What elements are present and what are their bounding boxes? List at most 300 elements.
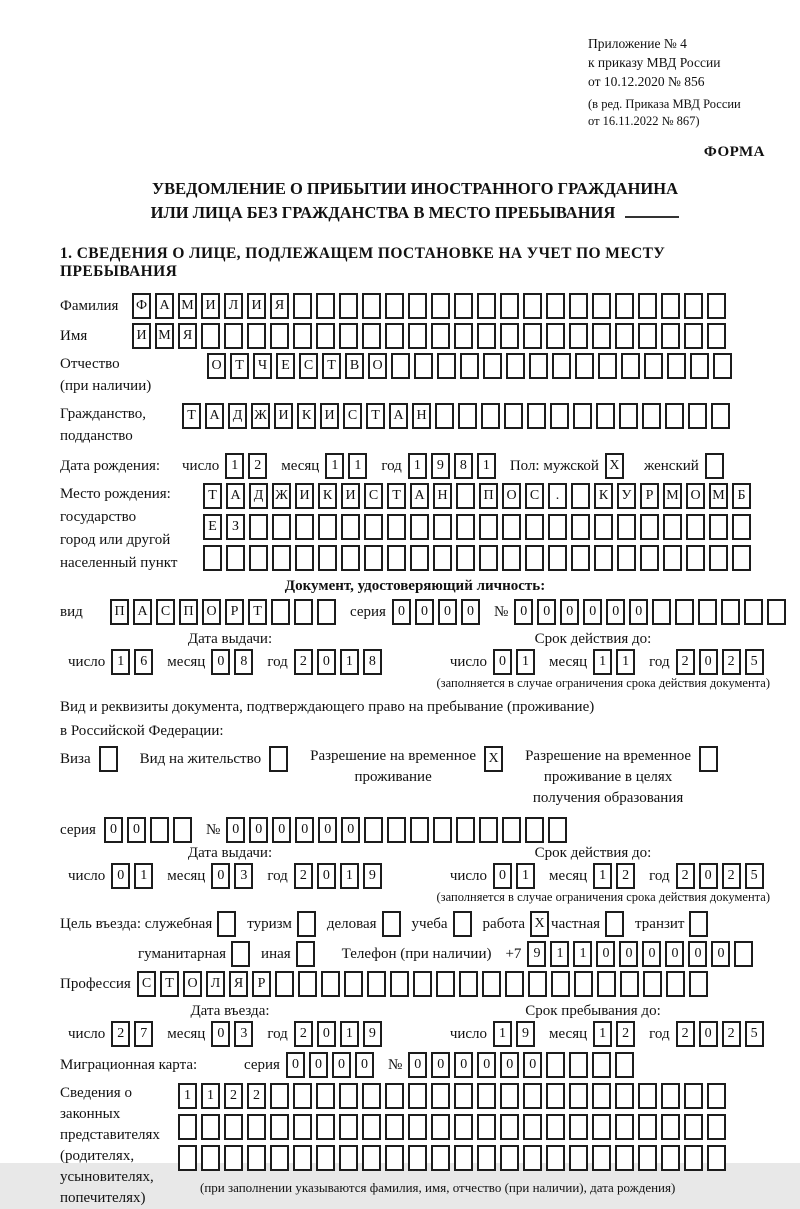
permit-valid-day [493,863,539,889]
char-cell [684,323,703,349]
char-cell [500,1083,519,1109]
char-cell [529,353,548,379]
char-cell [698,599,717,625]
char-cell: 0 [629,599,648,625]
char-cell [436,971,455,997]
char-cell [316,323,335,349]
char-cell [592,293,611,319]
section1-heading: 1. СВЕДЕНИЯ О ЛИЦЕ, ПОДЛЕЖАЩЕМ ПОСТАНОВКЕ НА УЧЕТ ПО МЕСТУ ПРЕБЫВАНИЯ [60,245,666,280]
char-cell [318,545,337,571]
char-cell [500,293,519,319]
char-cell: И [320,403,339,429]
char-cell: Ф [132,293,151,319]
stay-year [676,1021,768,1047]
char-cell [732,545,751,571]
char-cell [548,545,567,571]
char-cell: 0 [537,599,556,625]
birth-month-boxes [325,453,371,479]
entry-date-headings [60,1003,770,1020]
char-cell: А [133,599,152,625]
char-cell [339,1145,358,1171]
field-citizenship [60,403,770,449]
page-title [60,177,770,225]
char-cell [362,1145,381,1171]
representatives-boxes [178,1083,730,1196]
char-cell [387,514,406,540]
char-cell: 0 [318,817,337,843]
entry-date: число 2 7 месяц 0 3 год 2 0 1 9 [68,1021,386,1047]
char-cell [640,514,659,540]
char-cell [596,403,615,429]
char-cell: Я [178,323,197,349]
char-cell [652,599,671,625]
char-cell [272,514,291,540]
char-cell [456,514,475,540]
char-cell [408,323,427,349]
char-cell [454,323,473,349]
char-cell [688,403,707,429]
char-cell [203,545,222,571]
char-cell: Р [252,971,271,997]
char-cell [247,323,266,349]
birthplace-row-1 [203,483,755,509]
patronymic-label: Отчество (при наличии) [60,356,152,394]
char-cell: 1 [516,649,535,675]
char-cell: 0 [317,1021,336,1047]
char-cell: 0 [332,1052,351,1078]
char-cell: Т [322,353,341,379]
char-cell: 0 [454,1052,473,1078]
char-cell [661,293,680,319]
char-cell [684,293,703,319]
char-cell [638,1114,657,1140]
char-cell [178,1145,197,1171]
char-cell [569,323,588,349]
char-cell: 8 [234,649,253,675]
permit-type-education: Разрешение на временное проживание в целях получения образования [525,746,718,809]
char-cell [525,514,544,540]
char-cell [575,353,594,379]
char-cell: 1 [340,649,359,675]
char-cell [433,514,452,540]
permit-issue-date: число 0 1 месяц 0 3 год 2 0 1 9 [68,863,386,889]
char-cell: 0 [438,599,457,625]
char-cell [615,1052,634,1078]
char-cell [638,1083,657,1109]
purpose-humanitarian-checkbox [231,941,250,967]
char-cell [525,817,544,843]
char-cell: П [479,483,498,509]
char-cell: 2 [616,863,635,889]
char-cell: Т [182,403,201,429]
char-cell: К [297,403,316,429]
char-cell: А [410,483,429,509]
char-cell [178,1114,197,1140]
char-cell [713,353,732,379]
appendix-line: к приказу МВД России [588,55,721,70]
valid-until-heading: Срок действия до: [534,845,652,861]
sex-male-label: Пол: мужской [509,458,599,474]
stay-day [493,1021,539,1047]
char-cell: Т [160,971,179,997]
char-cell [477,1114,496,1140]
char-cell: 0 [560,599,579,625]
char-cell [454,293,473,319]
permit-number-boxes [226,817,571,843]
char-cell [385,1145,404,1171]
char-cell: 9 [516,1021,535,1047]
char-cell [638,293,657,319]
number-label: № [493,604,509,620]
char-cell [477,1145,496,1171]
char-cell [479,514,498,540]
char-cell [686,545,705,571]
purpose-study-checkbox [453,911,472,937]
char-cell: 0 [211,863,230,889]
char-cell [592,1114,611,1140]
char-cell: 2 [248,453,267,479]
char-cell: . [548,483,567,509]
char-cell: 1 [593,1021,612,1047]
char-cell [410,545,429,571]
char-cell [546,1145,565,1171]
char-cell [479,545,498,571]
char-cell [592,323,611,349]
char-cell [385,293,404,319]
char-cell: 3 [234,863,253,889]
char-cell [390,971,409,997]
char-cell [387,545,406,571]
birthplace-label: Место рождения: государство город или другой населенный пункт [60,486,178,571]
char-cell [341,545,360,571]
char-cell: И [274,403,293,429]
char-cell [569,293,588,319]
char-cell [569,1052,588,1078]
char-cell: 1 [550,941,569,967]
char-cell [431,1083,450,1109]
char-cell: 1 [340,1021,359,1047]
birthplace-boxes [203,483,755,576]
char-cell [525,545,544,571]
issue-date-heading: Дата выдачи: [187,631,273,647]
char-cell [661,323,680,349]
char-cell [707,293,726,319]
sex-female-checkbox [705,453,724,479]
char-cell [294,599,313,625]
char-cell: У [617,483,636,509]
char-cell: Я [229,971,248,997]
char-cell [173,817,192,843]
char-cell: 0 [127,817,146,843]
char-cell [709,514,728,540]
birthplace-row-3 [203,545,755,571]
purpose-study: учеба [412,911,472,937]
char-cell [339,293,358,319]
migration-series-boxes [286,1052,378,1078]
char-cell [270,323,289,349]
char-cell [456,483,475,509]
char-cell [431,323,450,349]
char-cell: Н [412,403,431,429]
char-cell [548,514,567,540]
char-cell [362,323,381,349]
char-cell: М [155,323,174,349]
stay-month [593,1021,639,1047]
char-cell [413,971,432,997]
char-cell: 0 [317,863,336,889]
field-representatives [60,1083,770,1209]
char-cell [707,323,726,349]
purpose-business: деловая [327,911,401,937]
field-given-name [60,323,770,349]
year-label: год [381,458,402,474]
birth-year-boxes [408,453,500,479]
char-cell [249,545,268,571]
char-cell [615,1083,634,1109]
char-cell: А [226,483,245,509]
entry-date-heading: Дата въезда: [190,1003,270,1019]
given-name-label: Имя [60,328,88,344]
char-cell [620,971,639,997]
char-cell [408,1114,427,1140]
char-cell: 5 [745,1021,764,1047]
char-cell [385,1114,404,1140]
char-cell [569,1083,588,1109]
char-cell: Л [206,971,225,997]
char-cell: М [178,293,197,319]
char-cell [454,1145,473,1171]
char-cell [552,353,571,379]
char-cell: Ж [251,403,270,429]
validity-footnote: (заполняется в случае ограничения срока действия документа) [436,890,770,904]
permit-issue-year [294,863,386,889]
char-cell [502,545,521,571]
char-cell [686,514,705,540]
char-cell: 0 [642,941,661,967]
char-cell: 0 [272,817,291,843]
entry-day [111,1021,157,1047]
char-cell [321,971,340,997]
education-permit-checkbox [699,746,718,772]
char-cell: 2 [224,1083,243,1109]
char-cell [460,353,479,379]
char-cell: 1 [325,453,344,479]
permit-type-row [60,746,770,809]
char-cell: 1 [348,453,367,479]
char-cell: 2 [676,863,695,889]
char-cell: О [686,483,705,509]
char-cell [506,353,525,379]
char-cell: 0 [619,941,638,967]
char-cell: Р [640,483,659,509]
char-cell: 1 [573,941,592,967]
char-cell [293,293,312,319]
char-cell [433,817,452,843]
char-cell [316,1114,335,1140]
char-cell [707,1145,726,1171]
profession-label: Профессия [60,976,131,992]
char-cell: 8 [363,649,382,675]
char-cell [270,1083,289,1109]
char-cell: 9 [363,1021,382,1047]
char-cell [201,1145,220,1171]
char-cell [414,353,433,379]
char-cell [391,353,410,379]
char-cell [548,817,567,843]
char-cell: 0 [461,599,480,625]
char-cell: 0 [583,599,602,625]
series-label: серия [244,1057,280,1073]
char-cell [270,1145,289,1171]
char-cell [454,1114,473,1140]
char-cell [615,1114,634,1140]
char-cell [271,599,290,625]
entry-month [211,1021,257,1047]
char-cell: Т [248,599,267,625]
char-cell: Т [203,483,222,509]
birth-day-boxes [225,453,271,479]
char-cell [272,545,291,571]
char-cell [707,1114,726,1140]
char-cell: 0 [211,649,230,675]
char-cell: С [299,353,318,379]
title-line-1: УВЕДОМЛЕНИЕ О ПРИБЫТИИ ИНОСТРАННОГО ГРАЖДАНИНА [151,179,679,198]
char-cell [339,1114,358,1140]
char-cell [684,1114,703,1140]
purpose-row-2 [138,941,770,967]
char-cell: З [226,514,245,540]
char-cell [201,1114,220,1140]
char-cell: 1 [225,453,244,479]
char-cell [367,971,386,997]
char-cell [408,293,427,319]
title-blank-line [625,203,679,218]
profession-boxes [137,971,712,997]
char-cell: А [205,403,224,429]
char-cell [431,293,450,319]
char-cell: 1 [111,649,130,675]
char-cell [483,353,502,379]
char-cell [456,545,475,571]
char-cell [617,545,636,571]
char-cell: М [663,483,682,509]
char-cell: 0 [606,599,625,625]
char-cell: Б [732,483,751,509]
char-cell: 2 [111,1021,130,1047]
char-cell [663,545,682,571]
stay-doc-line-2: в Российской Федерации: [60,723,224,739]
char-cell: 0 [408,1052,427,1078]
purpose-row-1 [60,911,770,937]
char-cell: 0 [249,817,268,843]
char-cell: 0 [104,817,123,843]
char-cell [224,1145,243,1171]
char-cell: 0 [286,1052,305,1078]
char-cell: И [295,483,314,509]
char-cell [410,817,429,843]
char-cell: 0 [392,599,411,625]
char-cell: И [247,293,266,319]
char-cell: 0 [688,941,707,967]
char-cell [477,1083,496,1109]
char-cell: С [343,403,362,429]
purpose-transit-checkbox [689,911,708,937]
issue-date-heading: Дата выдачи: [187,845,273,861]
char-cell [640,545,659,571]
char-cell [528,971,547,997]
char-cell: 0 [309,1052,328,1078]
char-cell: 0 [355,1052,374,1078]
char-cell [433,545,452,571]
permit-valid-date: число 0 1 месяц 1 2 год 2 0 2 5 [450,863,768,889]
char-cell [615,323,634,349]
char-cell: 0 [226,817,245,843]
doc-number-boxes [514,599,790,625]
char-cell [546,1114,565,1140]
purpose-private: частная [551,911,624,937]
purpose-other-checkbox [296,941,315,967]
char-cell [364,545,383,571]
permit-issue-month [211,863,257,889]
surname-boxes [132,293,730,319]
citizenship-boxes [182,403,734,429]
stay-until-heading: Срок пребывания до: [525,1003,661,1019]
char-cell [574,971,593,997]
char-cell [293,323,312,349]
char-cell: 0 [711,941,730,967]
char-cell: Р [225,599,244,625]
char-cell: Е [203,514,222,540]
id-issue-year [294,649,386,675]
char-cell [638,1145,657,1171]
char-cell: 1 [593,649,612,675]
phone-label: Телефон (при наличии) [341,946,492,962]
migration-card-label: Миграционная карта: [60,1057,198,1073]
visa-checkbox [99,746,118,772]
char-cell [551,971,570,997]
char-cell: 0 [665,941,684,967]
id-valid-year [676,649,768,675]
char-cell [226,545,245,571]
char-cell: 2 [616,1021,635,1047]
char-cell [224,323,243,349]
char-cell [661,1083,680,1109]
char-cell: 3 [234,1021,253,1047]
sex-female-label: женский [643,458,699,474]
char-cell [598,353,617,379]
char-cell [317,599,336,625]
char-cell: 2 [676,1021,695,1047]
char-cell: А [155,293,174,319]
char-cell: 0 [317,649,336,675]
char-cell: О [202,599,221,625]
representatives-label: Сведения о законных представителях (родителях, усыновителях, попечителях) [60,1085,160,1206]
char-cell: 1 [493,1021,512,1047]
char-cell [642,403,661,429]
char-cell [431,1145,450,1171]
char-cell [454,1083,473,1109]
char-cell [201,323,220,349]
char-cell: 1 [616,649,635,675]
day-label: число [182,458,220,474]
char-cell [643,971,662,997]
char-cell [364,514,383,540]
char-cell [667,353,686,379]
field-birthplace [60,483,770,576]
char-cell [293,1083,312,1109]
char-cell [364,817,383,843]
char-cell [592,1052,611,1078]
